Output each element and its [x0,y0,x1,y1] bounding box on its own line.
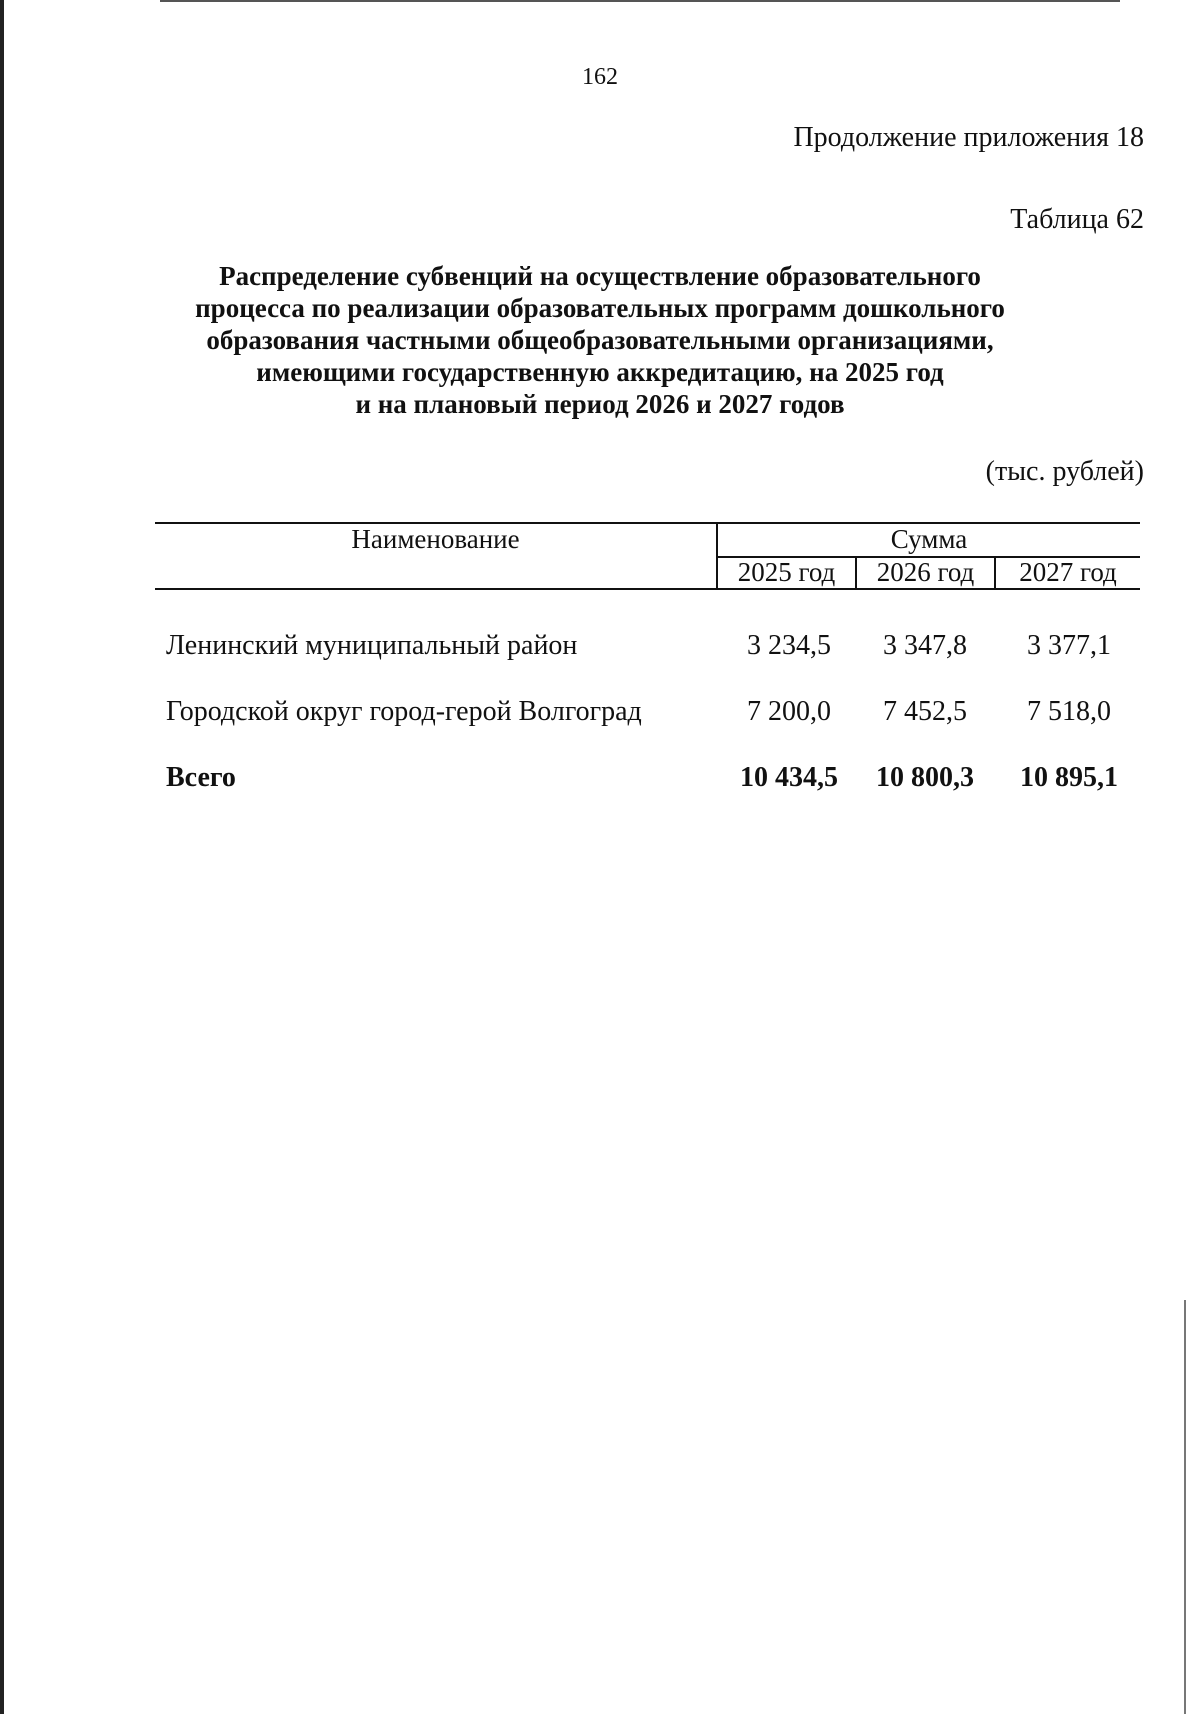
table-header-bottom-rule [155,588,1140,590]
row-name: Городской округ город-герой Волгоград [166,696,642,727]
total-2027: 10 895,1 [1020,762,1118,793]
value-2025: 3 234,5 [747,630,831,661]
title-line: и на плановый период 2026 и 2027 годов [355,389,845,419]
scan-border-top [160,0,1120,2]
row-name-total: Всего [166,762,236,793]
column-header-sum: Сумма [890,524,968,554]
document-title [150,260,1050,420]
total-2025: 10 434,5 [740,762,838,793]
value-2025: 7 200,0 [747,696,831,727]
scan-border-right [1184,1300,1186,1714]
title-line: имеющими государственную аккредитацию, на 2025 год [256,357,944,387]
value-2027: 7 518,0 [1027,696,1111,727]
row-name: Ленинский муниципальный район [166,630,578,661]
page-number: 162 [582,64,618,90]
total-2026: 10 800,3 [876,762,974,793]
value-2027: 3 377,1 [1027,630,1111,661]
table-number: Таблица 62 [1010,204,1144,235]
column-header-2026: 2026 год [876,557,975,587]
title-line: процесса по реализации образовательных программ дошкольного [195,293,1005,323]
value-2026: 7 452,5 [883,696,967,727]
column-header-2027: 2027 год [1019,557,1117,587]
column-header-2025: 2025 год [737,557,836,587]
appendix-note: Продолжение приложения 18 [793,122,1144,153]
value-2026: 3 347,8 [883,630,967,661]
units-label: (тыс. рублей) [985,456,1144,487]
title-line: Распределение субвенций на осуществление образовательного [219,261,981,291]
title-line: образования частными общеобразовательными организациями, [206,325,994,355]
scan-border-left [0,0,4,1714]
column-header-name: Наименование [351,524,520,554]
